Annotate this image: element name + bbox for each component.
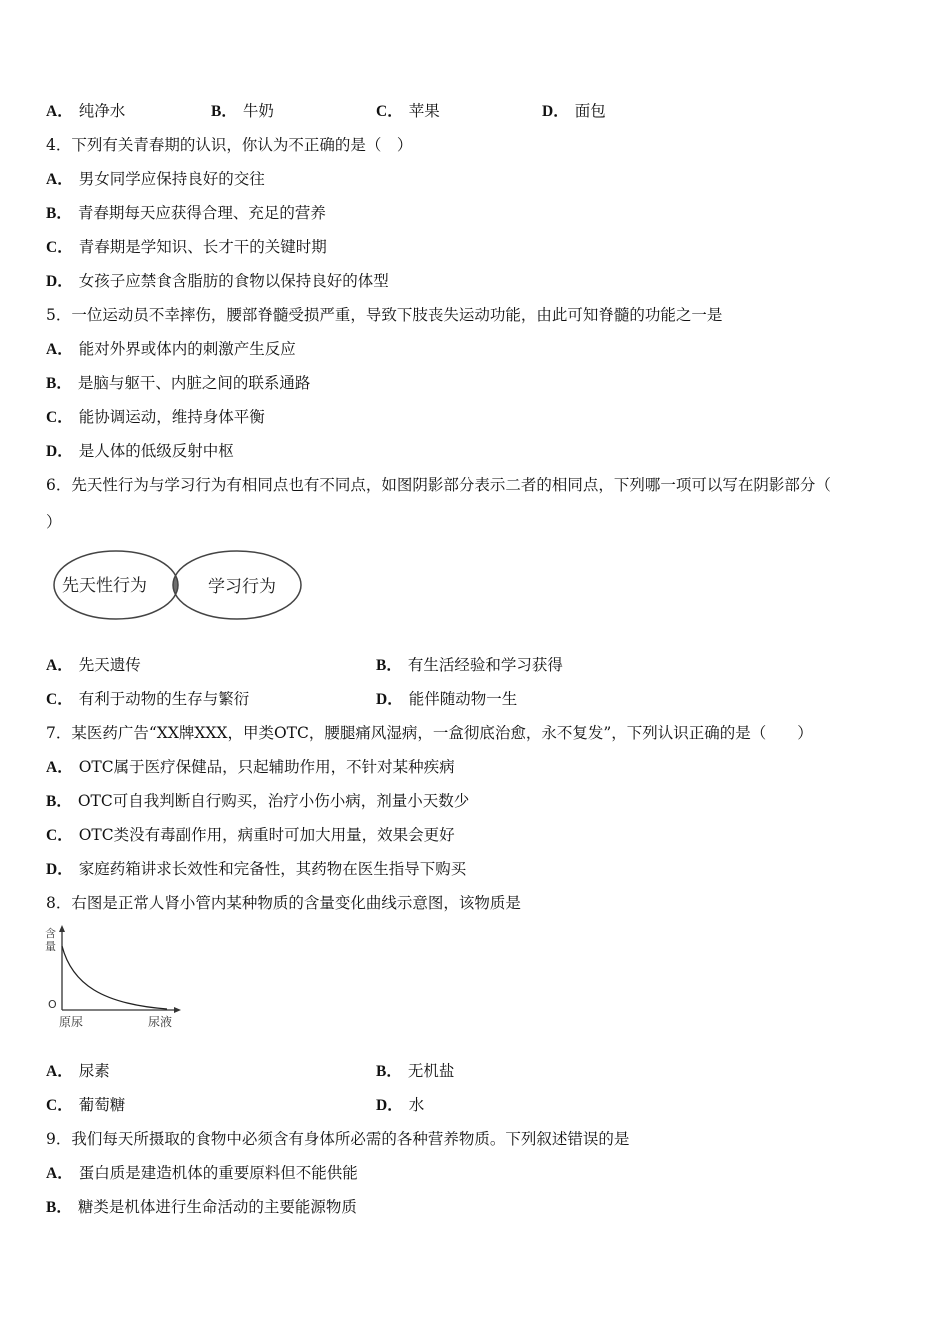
q6-stem: 6．先天性行为与学习行为有相同点也有不同点，如图阴影部分表示二者的相同点，下列哪一项可以写在阴影部分（: [46, 476, 831, 494]
q8-option-c: C． 葡萄糖: [46, 1096, 126, 1114]
q5-stem: 5．一位运动员不幸摔伤，腰部脊髓受损严重，导致下肢丧失运动功能，由此可知脊髓的功能之一是: [46, 306, 723, 324]
venn-diagram: [52, 548, 304, 622]
x-axis-arrow: [174, 1007, 181, 1013]
x-label-left: 原尿: [59, 1015, 84, 1029]
q4-option-a: A． 男女同学应保持良好的交往: [46, 170, 265, 188]
q4-stem: 4．下列有关青春期的认识，你认为不正确的是（ ）: [46, 136, 413, 154]
q8-option-a: A． 尿素: [46, 1062, 110, 1080]
q7-option-a: A． OTC属于医疗保健品，只起辅助作用，不针对某种疾病: [46, 758, 455, 776]
q3-option-a: A． 纯净水: [46, 102, 126, 120]
q9-option-b: B． 糖类是机体进行生命活动的主要能源物质: [46, 1198, 357, 1216]
q3-option-b: B． 牛奶: [211, 102, 274, 120]
q3-option-c: C． 苹果: [376, 102, 440, 120]
q8-option-d: D． 水: [376, 1096, 425, 1114]
origin-label: O: [48, 998, 57, 1011]
q5-option-a: A． 能对外界或体内的刺激产生反应: [46, 340, 296, 358]
q6-stem-end: ）: [46, 513, 62, 531]
q6-option-c: C． 有利于动物的生存与繁衍: [46, 690, 250, 708]
q5-option-d: D． 是人体的低级反射中枢: [46, 442, 234, 460]
q4-option-b: B． 青春期每天应获得合理、充足的营养: [46, 204, 326, 222]
q6-option-d: D． 能伴随动物一生: [376, 690, 518, 708]
q3-option-d: D． 面包: [542, 102, 606, 120]
y-label-bottom: 量: [45, 940, 56, 953]
x-label-right: 尿液: [148, 1015, 173, 1029]
q8-option-b: B． 无机盐: [376, 1062, 455, 1080]
content-curve-graph: [42, 924, 182, 1032]
decay-curve: [62, 946, 167, 1009]
q5-option-c: C． 能协调运动，维持身体平衡: [46, 408, 265, 426]
q4-option-c: C． 青春期是学知识、长才干的关键时期: [46, 238, 327, 256]
q9-option-a: A． 蛋白质是建造机体的重要原料但不能供能: [46, 1164, 358, 1182]
q6-option-b: B． 有生活经验和学习获得: [376, 656, 563, 674]
q6-option-a: A． 先天遗传: [46, 656, 141, 674]
q9-stem: 9．我们每天所摄取的食物中必须含有身体所必需的各种营养物质。下列叙述错误的是: [46, 1130, 630, 1148]
q7-option-d: D． 家庭药箱讲求长效性和完备性，其药物在医生指导下购买: [46, 860, 467, 878]
q7-option-c: C． OTC类没有毒副作用，病重时可加大用量，效果会更好: [46, 826, 455, 844]
q4-option-d: D． 女孩子应禁食含脂肪的食物以保持良好的体型: [46, 272, 389, 290]
q7-stem: 7．某医药广告“XX牌XXX，甲类OTC，腰腿痛风湿病，一盒彻底治愈，永不复发”，下列认识正确的是（ ）: [46, 724, 813, 742]
q7-option-b: B． OTC可自我判断自行购买，治疗小伤小病，剂量小天数少: [46, 792, 470, 810]
y-axis-arrow: [59, 925, 65, 932]
q5-option-b: B． 是脑与躯干、内脏之间的联系通路: [46, 374, 311, 392]
venn-left-label: 先天性行为: [62, 576, 147, 596]
venn-right-label: 学习行为: [208, 577, 276, 597]
y-label-top: 含: [45, 927, 56, 940]
q8-stem: 8．右图是正常人肾小管内某种物质的含量变化曲线示意图，该物质是: [46, 894, 521, 912]
